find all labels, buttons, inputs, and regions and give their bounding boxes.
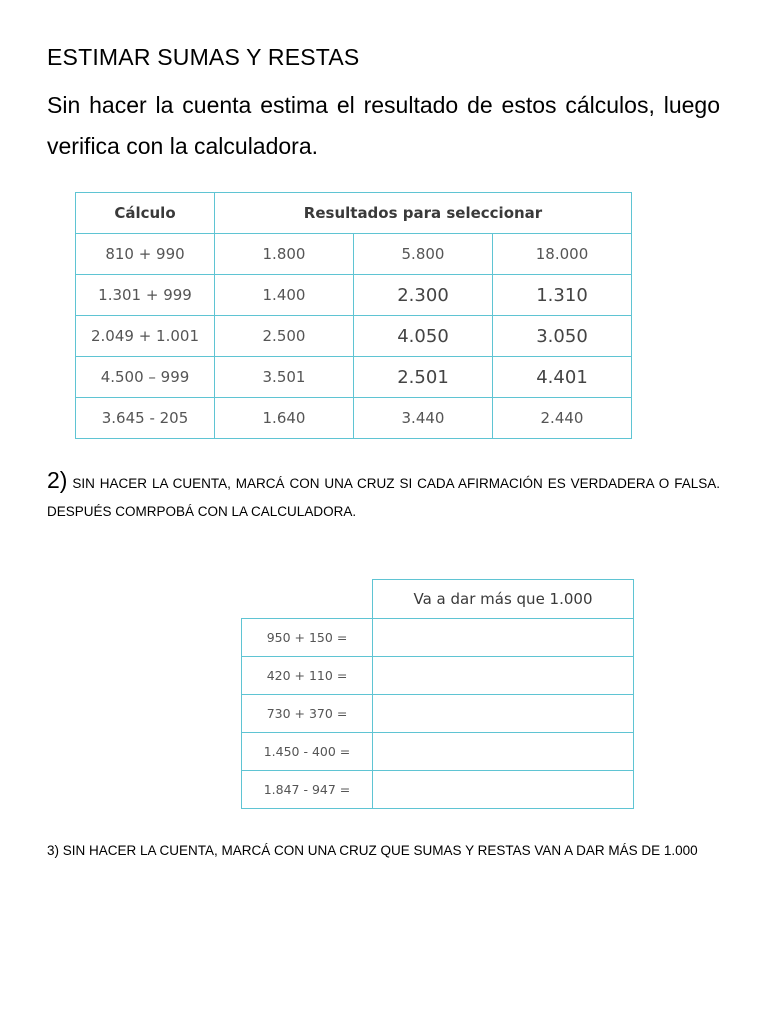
calc-cell: 2.049 + 1.001: [76, 316, 215, 357]
table-row: [242, 771, 634, 809]
result-option[interactable]: 3.440: [354, 398, 493, 439]
intro-instructions: Sin hacer la cuenta estima el resultado de estos cálculos, luego verifica con la calculadora.: [47, 92, 720, 159]
answer-cell[interactable]: [373, 657, 634, 695]
table-row: [76, 398, 632, 439]
result-option[interactable]: 4.401: [493, 357, 632, 398]
true-false-table: [241, 579, 634, 809]
result-option[interactable]: 2.440: [493, 398, 632, 439]
result-option[interactable]: 1.800: [215, 234, 354, 275]
calc-cell: 950 + 150 =: [242, 619, 373, 657]
result-option[interactable]: 3.050: [493, 316, 632, 357]
table-row: [242, 657, 634, 695]
header-mas-que-mil: Va a dar más que 1.000: [373, 580, 634, 619]
table-row: [76, 234, 632, 275]
header-calculo: Cálculo: [76, 193, 215, 234]
calc-cell: 4.500 – 999: [76, 357, 215, 398]
empty-corner-cell: [242, 580, 373, 619]
result-option[interactable]: 2.300: [354, 275, 493, 316]
table-row: [76, 357, 632, 398]
table-row: [76, 316, 632, 357]
calc-cell: 420 + 110 =: [242, 657, 373, 695]
calc-cell: 1.301 + 999: [76, 275, 215, 316]
answer-cell[interactable]: [373, 771, 634, 809]
answer-cell[interactable]: [373, 695, 634, 733]
calc-cell: 1.450 - 400 =: [242, 733, 373, 771]
question-2-number: 2): [47, 467, 68, 493]
result-option[interactable]: 18.000: [493, 234, 632, 275]
result-option[interactable]: 1.640: [215, 398, 354, 439]
result-option[interactable]: 2.501: [354, 357, 493, 398]
calc-cell: 810 + 990: [76, 234, 215, 275]
estimation-table: [75, 192, 632, 439]
question-2: [47, 466, 720, 526]
result-option[interactable]: 1.400: [215, 275, 354, 316]
question-3-text: 3) SIN HACER LA CUENTA, MARCÁ CON UNA CRUZ QUE SUMAS Y RESTAS VAN A DAR MÁS DE 1.000: [47, 843, 698, 858]
result-option[interactable]: 3.501: [215, 357, 354, 398]
table-row: [242, 695, 634, 733]
result-option[interactable]: 2.500: [215, 316, 354, 357]
result-option[interactable]: 5.800: [354, 234, 493, 275]
table-row: [242, 733, 634, 771]
answer-cell[interactable]: [373, 619, 634, 657]
calc-cell: 730 + 370 =: [242, 695, 373, 733]
result-option[interactable]: 1.310: [493, 275, 632, 316]
page-title: ESTIMAR SUMAS Y RESTAS: [47, 44, 360, 70]
table-row: [242, 619, 634, 657]
question-2-text: SIN HACER LA CUENTA, MARCÁ CON UNA CRUZ SI CADA AFIRMACIÓN ES VERDADERA O FALSA. DESPUÉS COMRPOBÁ CON LA CALCULADORA.: [47, 476, 720, 519]
calc-cell: 1.847 - 947 =: [242, 771, 373, 809]
answer-cell[interactable]: [373, 733, 634, 771]
calc-cell: 3.645 - 205: [76, 398, 215, 439]
header-resultados: Resultados para seleccionar: [215, 193, 632, 234]
table-row: [76, 275, 632, 316]
result-option[interactable]: 4.050: [354, 316, 493, 357]
